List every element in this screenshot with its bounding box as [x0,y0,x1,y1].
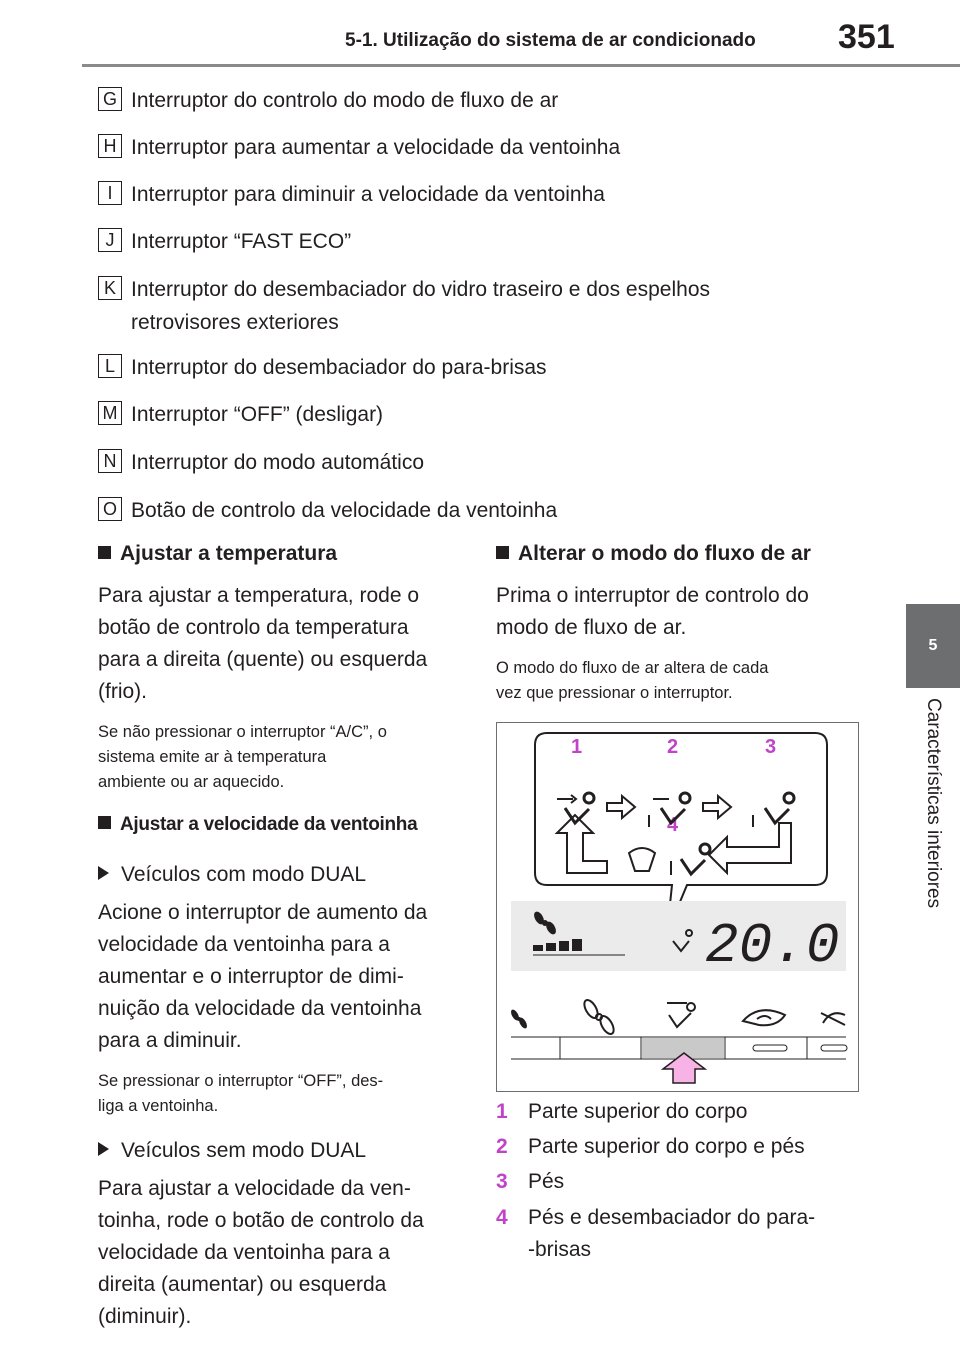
legend-text: Parte superior do corpo e pés [528,1135,805,1158]
list-item [98,446,858,479]
sub-heading: Veículos sem modo DUAL [98,1135,458,1167]
sub-heading: Veículos com modo DUAL [98,859,458,891]
chapter-number: 5 [928,637,938,654]
foot-vent-seat-icon [753,793,794,827]
legend-text: Pés e desembaciador do para- -brisas [528,1206,816,1261]
item-text-line: Interruptor do desembaciador do vidro traseiro e dos espelhos [131,278,710,301]
item-text: Interruptor do modo automático [131,451,424,474]
list-item [98,178,858,211]
section-heading: Ajustar a temperatura [98,540,458,568]
note: Se não pressionar o interruptor “A/C”, o sistema emite ar à temperatura ambiente ou ar aquecido. [98,723,387,791]
mode-number: 2 [667,736,679,758]
note: Se pressionar o interruptor “OFF”, des- liga a ventoinha. [98,1072,384,1115]
airflow-mode-icon [667,1003,695,1027]
arrow-up-left-icon [557,815,607,873]
square-bullet-icon [98,546,111,559]
legend-item [496,1202,815,1266]
arrow-return-icon [709,823,791,873]
header-rule [82,64,960,67]
item-text: Botão de controlo da velocidade da ventoinha [131,499,558,522]
key-badge: K [98,276,122,300]
list-item [98,225,858,258]
airflow-diagram-svg [497,723,858,1091]
key-badge: H [98,134,122,158]
page-number: 351 [838,18,895,56]
key-badge: I [98,181,122,205]
triangle-bullet-icon [98,866,109,880]
fan-high-icon [582,998,617,1036]
item-text: Interruptor “OFF” (desligar) [131,403,384,426]
fresh-air-icon [821,1013,845,1025]
key-badge: G [98,87,122,111]
paragraph: Prima o interruptor de controlo do modo de fluxo de ar. [496,584,809,639]
legend-number: 4 [496,1206,508,1229]
key-badge: J [98,228,122,252]
key-badge: L [98,354,122,378]
paragraph: Para ajustar a velocidade da ven- toinha, rode o botão de controlo da velocidade da ventoinha para a direita (aumentar) ou esquerda (diminuir). [98,1177,424,1328]
arrow-right-icon [607,796,635,818]
section-heading: Alterar o modo do fluxo de ar [496,540,856,568]
airflow-diagram [496,722,859,1092]
list-item [98,494,858,527]
item-text: Interruptor do desembaciador do para-brisas [131,356,547,379]
item-text [131,273,710,339]
fan-low-icon [509,1008,528,1029]
item-text-line: retrovisores exteriores [131,311,339,334]
mode-number: 3 [765,736,777,758]
indicator-lamp [821,1045,847,1051]
square-bullet-icon [496,546,509,559]
arrow-right-icon [703,796,731,818]
recirculation-icon [743,1010,785,1025]
legend-item [496,1096,747,1128]
item-text: Interruptor “FAST ECO” [131,230,352,253]
square-bullet-icon [98,816,111,829]
key-badge: M [98,401,122,425]
indicator-lamp [753,1045,787,1051]
legend-text: Pés [528,1170,565,1193]
legend-item [496,1131,805,1163]
section-heading: Ajustar a velocidade da ventoinha [98,811,458,839]
key-badge: O [98,497,122,521]
left-column [98,540,458,1333]
paragraph: Acione o interruptor de aumento da velocidade da ventoinha para a aumentar e o interruptor de dimi- nuição da velocidade da ventoinha para a diminuir. [98,901,428,1052]
list-item [98,131,858,164]
triangle-bullet-icon [98,1142,109,1156]
note: O modo do fluxo de ar altera de cada vez que pressionar o interruptor. [496,659,769,702]
face-vent-seat-icon [557,793,594,823]
legend-number: 1 [496,1100,508,1123]
foot-defrost-seat-icon [629,844,710,875]
legend-number: 2 [496,1135,508,1158]
right-column [496,540,856,706]
list-item [98,84,858,117]
legend-text: Parte superior do corpo [528,1100,748,1123]
item-text: Interruptor para diminuir a velocidade da ventoinha [131,183,605,206]
bi-level-seat-icon [649,793,690,827]
list-item [98,351,858,384]
chapter-label: Características interiores [923,698,944,909]
mode-number: 4 [667,814,679,836]
item-text: Interruptor para aumentar a velocidade da ventoinha [131,136,621,159]
header-title: 5-1. Utilização do sistema de ar condicionado [345,30,756,51]
temperature-display: 20.0 [705,914,840,978]
legend-item [496,1166,564,1198]
paragraph: Para ajustar a temperatura, rode o botão de controlo da temperatura para a direita (quente) ou esquerda (frio). [98,584,428,703]
list-item [98,273,858,339]
chapter-tab[interactable] [906,604,960,688]
mode-number: 1 [571,736,583,758]
item-text: Interruptor do controlo do modo de fluxo de ar [131,89,559,112]
key-badge: N [98,449,122,473]
list-item [98,398,858,431]
legend-number: 3 [496,1170,508,1193]
